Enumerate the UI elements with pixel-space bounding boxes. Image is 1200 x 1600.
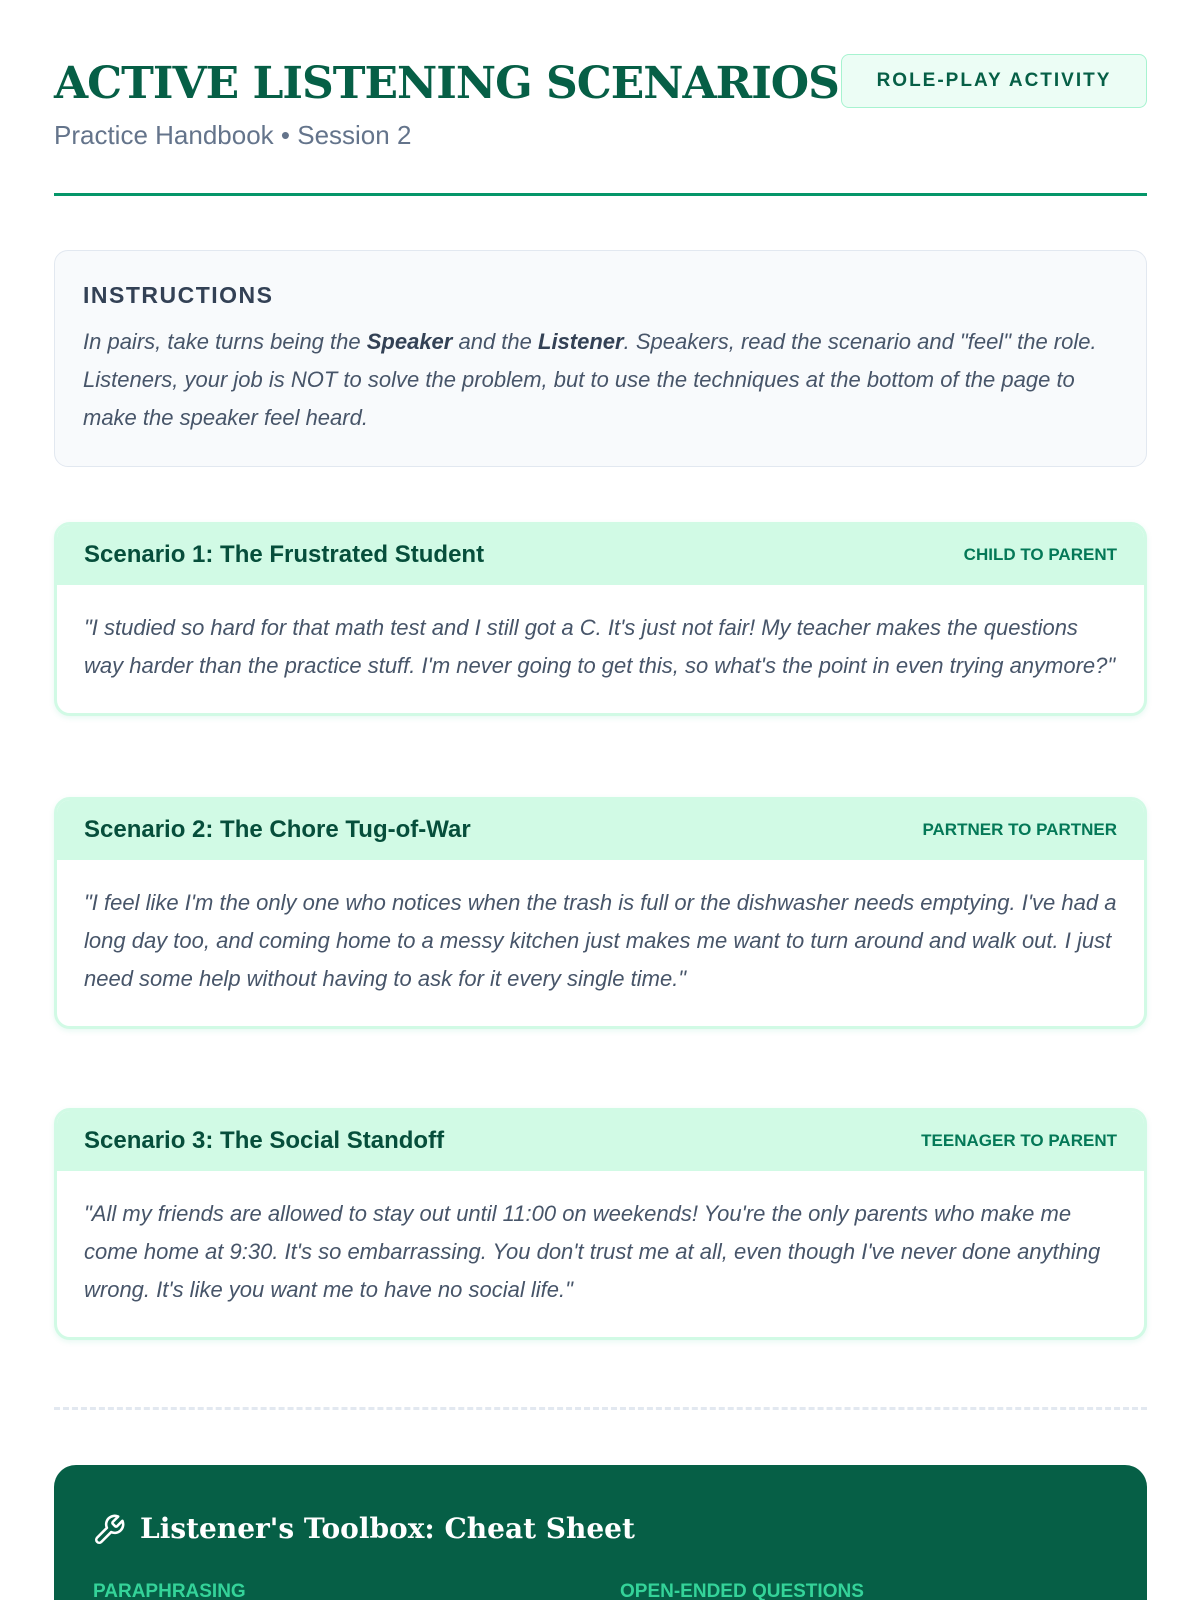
instructions-text-part: In pairs, take turns being the <box>83 329 367 354</box>
section-divider <box>54 1407 1147 1410</box>
scenario-card-3 <box>54 1108 1147 1340</box>
scenario-card-header <box>57 525 1144 585</box>
page-subtitle: Practice Handbook • Session 2 <box>54 120 412 150</box>
page-title: ACTIVE LISTENING SCENARIOS <box>54 58 839 109</box>
page-header <box>54 0 1147 196</box>
scenario-quote: "All my friends are allowed to stay out until 11:00 on weekends! You're the only parents who make me come home at 9:30. It's so embarrassing. You don't trust me at all, even though I've never done anything wrong. It's like you want me to have no social life." <box>84 1201 1101 1302</box>
scenario-card-1 <box>54 522 1147 716</box>
scenario-quote: "I studied so hard for that math test and I still got a C. It's just not fair! My teacher makes the questions way harder than the practice stuff. I'm never going to get this, so what's the point in even trying anymore?" <box>84 615 1116 678</box>
listener-toolbox <box>54 1465 1147 1600</box>
header-divider <box>54 193 1147 196</box>
speaker-role: Speaker <box>366 329 453 354</box>
scenario-title: Scenario 3: The Social Standoff <box>84 1127 445 1154</box>
scenario-card-header <box>57 800 1144 860</box>
toolbox-title: Listener's Toolbox: Cheat Sheet <box>140 1512 635 1545</box>
scenario-quote: "I feel like I'm the only one who notices when the trash is full or the dishwasher needs emptying. I've had a long day too, and coming home to a messy kitchen just makes me want to turn around and walk out. I just need some help without having to ask for it every single time." <box>84 890 1117 991</box>
listener-role: Listener <box>538 329 624 354</box>
instructions-text-part: . Speakers, read the scenario and "feel" the role. Listeners, your job is NOT to solve the problem, but to use the techniques at the bottom of the page to make the speaker feel heard. <box>83 329 1097 430</box>
instructions-text <box>83 323 1118 437</box>
scenario-role-tag: PARTNER TO PARTNER <box>922 820 1117 839</box>
scenario-title: Scenario 2: The Chore Tug-of-War <box>84 816 471 843</box>
tool-label-open-ended-questions: OPEN-ENDED QUESTIONS <box>620 1581 864 1600</box>
scenario-card-2 <box>54 797 1147 1029</box>
wrench-icon <box>92 1513 126 1547</box>
activity-badge: ROLE-PLAY ACTIVITY <box>841 54 1147 108</box>
scenario-card-header <box>57 1111 1144 1171</box>
scenario-role-tag: TEENAGER TO PARENT <box>921 1131 1117 1150</box>
scenario-role-tag: CHILD TO PARENT <box>963 545 1117 564</box>
instructions-text-part: and the <box>452 329 538 354</box>
handbook-page <box>54 0 1147 1600</box>
instructions-title: INSTRUCTIONS <box>83 282 274 308</box>
instructions-box <box>54 250 1147 467</box>
tool-label-paraphrasing: PARAPHRASING <box>93 1581 246 1600</box>
scenario-title: Scenario 1: The Frustrated Student <box>84 541 485 568</box>
